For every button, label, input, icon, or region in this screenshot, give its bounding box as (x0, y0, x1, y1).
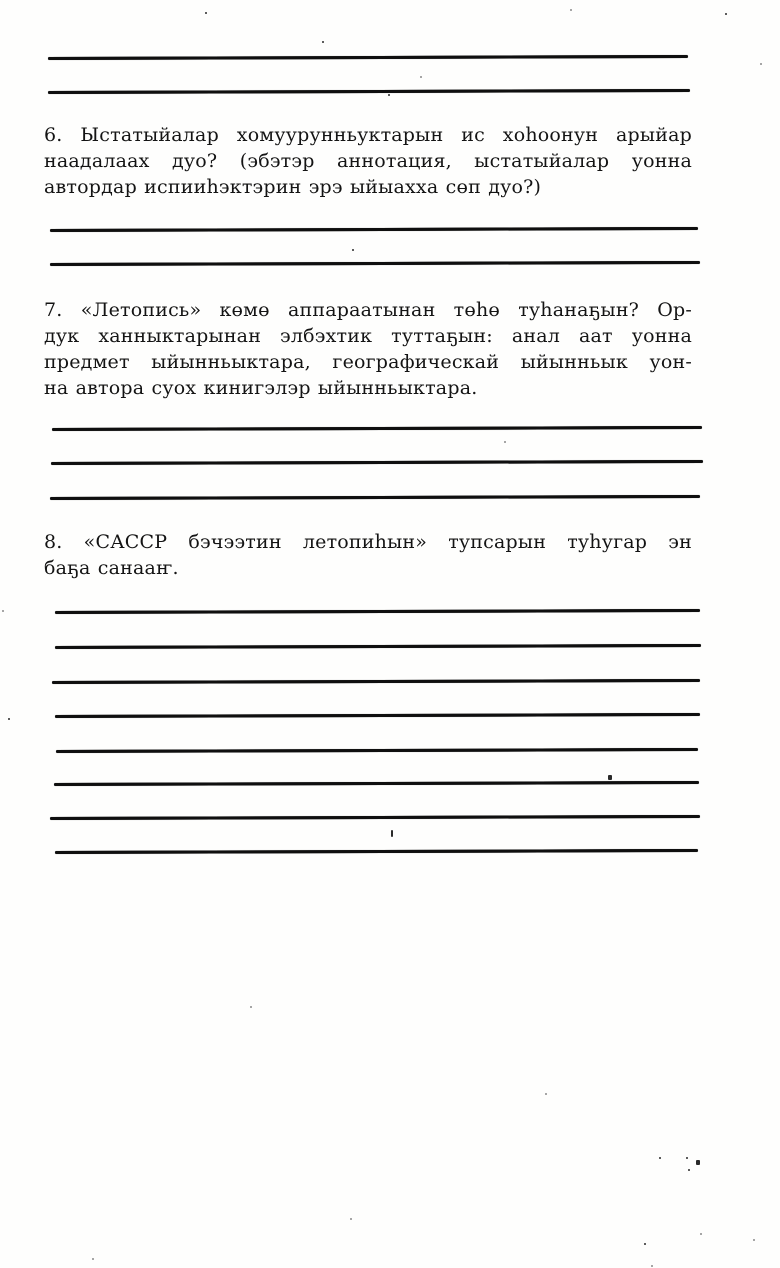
question-7-line: 7. «Летопись» көмө аппараатынан төһө туһанаҕын? Ор- (44, 299, 692, 321)
ink-speck (352, 249, 354, 251)
answer-line (50, 227, 698, 232)
ink-speck (753, 1239, 755, 1241)
answer-line (50, 495, 700, 500)
ink-speck (388, 94, 390, 96)
ink-speck (700, 1233, 702, 1235)
ink-speck (659, 1157, 661, 1159)
answer-line (52, 679, 700, 684)
answer-line (51, 460, 703, 465)
ink-speck (651, 1265, 653, 1267)
question-8 (44, 529, 692, 581)
answer-line (52, 426, 702, 431)
ink-speck (760, 63, 762, 65)
question-6-line: автордар испииһэктэрин эрэ ыйыахха сөп дуо?) (44, 176, 542, 198)
question-6 (44, 122, 692, 200)
answer-line (55, 644, 701, 649)
ink-speck (696, 1160, 700, 1165)
ink-speck (688, 1169, 690, 1171)
ink-speck (725, 13, 727, 15)
ink-speck (8, 718, 10, 720)
ink-speck (92, 1258, 94, 1260)
answer-line (55, 849, 698, 854)
ink-speck (2, 610, 4, 612)
question-8-line: 8. «САССР бэчээтин летопиһын» тупсарын туһугар эн (44, 531, 692, 553)
ink-speck (608, 775, 612, 780)
ink-speck (350, 1218, 352, 1220)
question-7-line: предмет ыйынньыктара, географическай ыйынньык уон- (44, 351, 692, 373)
answer-line (50, 261, 700, 266)
answer-line (48, 89, 690, 94)
ink-speck (644, 1243, 646, 1245)
answer-line (50, 815, 700, 820)
question-7 (44, 297, 692, 401)
question-7-line: дук ханныктарынан элбэхтик туттаҕын: анал аат уонна (44, 325, 692, 347)
question-6-line: 6. Ыстатыйалар хомуурунньуктарын ис хоһоонун арыйар (44, 124, 692, 146)
ink-speck (391, 830, 393, 837)
answer-line (55, 609, 700, 614)
answer-line (54, 781, 699, 786)
answer-line (48, 55, 688, 60)
question-7-line: на автора суох кинигэлэр ыйынньыктара. (44, 377, 478, 399)
ink-speck (545, 1093, 547, 1095)
answer-line (56, 748, 698, 753)
ink-speck (205, 12, 207, 14)
ink-speck (570, 9, 572, 11)
answer-line (55, 713, 700, 718)
ink-speck (250, 1006, 252, 1008)
ink-speck (322, 41, 324, 43)
ink-speck (686, 1157, 688, 1159)
question-6-line: наадалаах дуо? (эбэтэр аннотация, ыстатыйалар уонна (44, 150, 692, 172)
question-8-line: баҕа санааҥ. (44, 557, 179, 579)
ink-speck (420, 76, 422, 78)
ink-speck (504, 441, 506, 443)
